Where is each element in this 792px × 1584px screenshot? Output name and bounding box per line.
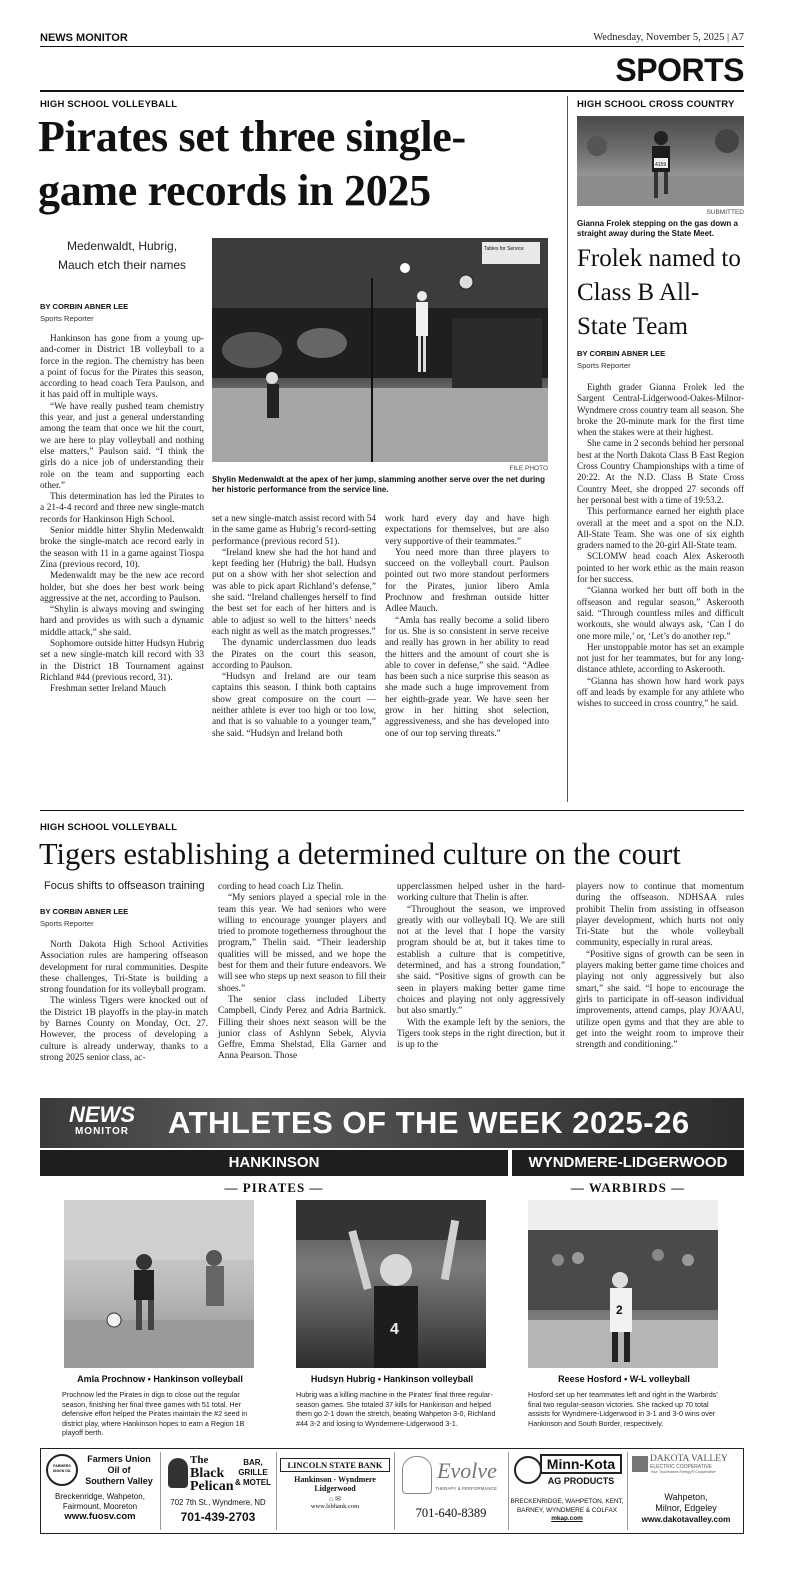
pirates-photo xyxy=(212,238,548,462)
paragraph: “Gianna has shown how hard work pays off and leads by example for any athlete who wishes to succeed in cross country,” he said. xyxy=(577,675,744,709)
sponsor-divider xyxy=(627,1452,628,1530)
tigers-headline: Tigers establishing a determined culture on the court xyxy=(39,837,681,871)
pelican-phone[interactable]: 701-439-2703 xyxy=(180,1510,256,1524)
paragraph: SCLOMW head coach Alex Askerooth pointed to her work ethic as the main reason for her success. xyxy=(577,551,744,585)
athlete-photo-hosford xyxy=(528,1200,718,1368)
scoreboard-label: Tables for Service xyxy=(484,246,524,252)
sponsor-divider xyxy=(394,1452,395,1530)
athlete-photo-hubrig xyxy=(296,1200,486,1368)
section-rule xyxy=(40,90,744,92)
tigers-role: Sports Reporter xyxy=(40,919,94,928)
paragraph: “Positive signs of growth can be seen in players making better game time choices and playing not only aggressively but also smart,” she said. “I hope to encourage the girls to participate in off-season individual improvements, attend camps, play JO/AAU, utilize open gyms and that they are able to get into the weight room to improve their strength and conditioning.” xyxy=(576,949,744,1051)
fuosv-towns-1: Breckenridge, Wahpeton, xyxy=(55,1492,145,1501)
paragraph: The dynamic underclassmen duo leads the Pirates on the court this season, according to Paulson. xyxy=(212,638,376,671)
masthead-rule xyxy=(40,46,744,47)
paragraph: Freshman setter Ireland Mauch xyxy=(50,684,166,695)
section-title: SPORTS xyxy=(615,52,744,88)
paragraph: “Throughout the season, we improved greatly with our volleyball IQ. We are still not at the level that I hope the varsity program should be at, but it takes time to establish a culture that is competitive, determined, and has a strong foundation,” she said. “Positive signs of growth can be seen in players making better game time choices and playing not only aggressively but also smartly.” xyxy=(397,904,565,1017)
minnkota-name: Minn-Kota xyxy=(540,1454,622,1474)
hubrig-scene xyxy=(296,1200,486,1368)
dakota-web[interactable]: www.dakotavalley.com xyxy=(641,1515,731,1524)
pirates-col-2 xyxy=(212,514,376,740)
paragraph: “Hudsyn and Ireland are our team captains this season. I think both captains show great composure on the court — neither athlete is ever too high or too low, and that is so valuable to a younger team,” she said. “Hudsyn and Ireland both xyxy=(212,672,376,739)
sponsor-fuosv xyxy=(44,1452,156,1530)
paragraph: Eighth grader Gianna Frolek led the Sargent Central-Lidgerwood-Oakes-Milnor-Wyndmere cross country team all season. She broke the 20-minute mark for the first time when the stakes were at their highest. xyxy=(577,382,744,438)
paper-name: NEWS MONITOR xyxy=(40,32,128,44)
tigers-col-3 xyxy=(397,882,565,1051)
fuosv-towns-2: Fairmount, Mooreton xyxy=(62,1502,138,1511)
page-number: A7 xyxy=(731,32,744,43)
fuosv-seal xyxy=(46,1454,78,1486)
pelican-extra-3: & MOTEL xyxy=(235,1478,271,1487)
fuosv-name-1: Farmers Union xyxy=(87,1454,151,1464)
athlete-name-prochnow: Amla Prochnow • Hankinson volleyball xyxy=(77,1374,243,1384)
pirates-col-3 xyxy=(385,514,549,740)
story-divider xyxy=(40,810,744,811)
athletes-logo xyxy=(62,1104,142,1137)
pirates-kicker: HIGH SCHOOL VOLLEYBALL xyxy=(40,99,178,110)
team-header-left: HANKINSON xyxy=(40,1150,508,1176)
page-date: Wednesday, November 5, 2025 xyxy=(593,32,725,43)
mascot-right: — WARBIRDS — xyxy=(570,1180,686,1195)
tigers-kicker: HIGH SCHOOL VOLLEYBALL xyxy=(40,822,178,833)
sponsor-dakota xyxy=(630,1452,742,1530)
bank-icons: ⌂ ✉ xyxy=(328,1496,342,1503)
tigers-col-4 xyxy=(576,882,744,1051)
dakota-tag: Your Touchstone Energy® Cooperative xyxy=(650,1470,716,1474)
pirates-byline: BY CORBIN ABNER LEE xyxy=(40,302,129,311)
athlete-photo-prochnow xyxy=(64,1200,254,1368)
pelican-name-3: Pelican xyxy=(190,1479,234,1494)
dakota-towns-1: Wahpeton, xyxy=(664,1492,708,1502)
sponsor-divider xyxy=(160,1452,161,1530)
sponsor-divider xyxy=(508,1452,509,1530)
sponsor-divider xyxy=(276,1452,277,1530)
paragraph: players now to continue that momentum during the offseason. NDHSAA rules prohibit Thelin from assisting in offseason player development, which hurts not only Tri-State but the whole volleyball community, especially in rural areas. xyxy=(576,882,744,949)
fuosv-web[interactable]: www.fuosv.com xyxy=(64,1511,136,1522)
paragraph: The winless Tigers were knocked out of the District 1B playoffs in the play-in match by Barnes County on Monday, Oct. 27. However, the process of developing a culture is already underway, thanks to a strong 2025 senior class, ac- xyxy=(40,996,208,1063)
dakota-logo-icon xyxy=(632,1456,648,1472)
paragraph: The senior class included Liberty Campbell, Cindy Perez and Adria Bartnick. Filling their shoes next season will be the junior class of Ashlynn Sebek, Alyvia Geffre, Emma Shelstad, Ella Garner and Anna Pearson. Those xyxy=(218,994,386,1062)
pelican-extra-1: BAR, xyxy=(243,1458,263,1467)
bank-web[interactable]: www.lsbhank.com xyxy=(310,1503,360,1510)
fuosv-seal-text: FARMERS UNION OIL xyxy=(52,1464,72,1473)
tigers-col-1 xyxy=(40,940,208,1064)
team-header-right: WYNDMERE-LIDGERWOOD xyxy=(512,1150,744,1176)
sponsor-evolve xyxy=(398,1452,504,1530)
paragraph: “We have really pushed team chemistry this year, and just a general understanding among the team that once we hit the court, we are here to play volleyball and nothing else matters,” Paulson said. “I think the girls do a nice job of understanding their role on the team and supporting each other.” xyxy=(40,401,204,491)
paragraph: This performance earned her eighth place overall at the meet and a spot on the N.D. All-State Team. She was one of six eighth graders named to the 20-girl All-State team. xyxy=(577,506,744,551)
paragraph: “Shylin is always moving and swinging hard and provides us with such a dynamic middle attack,” she said. xyxy=(40,605,204,638)
sponsor-minnkota xyxy=(510,1452,624,1530)
athlete-desc-hubrig: Hubrig was a killing machine in the Pirates’ final three regular-season games. She totaled 37 kills for Hankinson and helped them go 2-1 down the stretch, beating Wahpeton 3-0, Richland #44 3-2 and losing to Wyndemere-Lidgerwood 3-1. xyxy=(296,1390,496,1428)
sponsor-bank xyxy=(280,1452,390,1530)
paragraph: North Dakota High School Activities Association rules are hampering offseason development for rural communities. Despite these challenges, Tri-State is building a strong foundation for its volleyball program. xyxy=(40,940,208,996)
hubrig-jersey: 4 xyxy=(390,1321,399,1338)
paragraph: cording to head coach Liz Thelin. xyxy=(218,882,344,892)
pirates-role: Sports Reporter xyxy=(40,314,94,323)
pelican-extra-2: GRILLE xyxy=(238,1468,268,1477)
mascot-left: — PIRATES — xyxy=(224,1180,324,1195)
athlete-desc-hosford: Hosford set up her teammates left and right in the Warbirds’ final two regular-season victories. She racked up 70 total assists for Wyndmere-Lidgerwood in 3-1 and 3-0 wins over Hankinson and South Border, respectively. xyxy=(528,1390,718,1428)
paragraph: Hankinson has gone from a young up-and-comer in District 1B volleyball to a force in the region. The chemistry has been a point of focus for the Pirates this season, according to head coach Tera Paulson, and it has paid off in multiple ways. xyxy=(40,334,204,401)
paragraph: You need more than three players to succeed on the volleyball court. Paulson pointed out two more standout performers for the Pirates, junior libero Amla Prochnow and freshman outside hitter Adlee Mauch. xyxy=(385,547,549,615)
pirates-headline: Pirates set three single-game records in 2025 xyxy=(38,112,466,215)
athletes-logo-top: NEWS xyxy=(69,1102,135,1127)
xc-photo-credit: SUBMITTED xyxy=(706,209,744,216)
paragraph: “My seniors played a special role in the team this year. We had seniors who were willing to encourage younger players and tried to promote togetherness throughout the program,” Thelin said. “Their leadership qualities will be missed, and we hope the best for them and their future endeavors. We will see who steps up next season to fill their shoes.” xyxy=(218,893,386,994)
tigers-deck: Focus shifts to offseason training xyxy=(44,880,205,892)
pirates-col-1 xyxy=(40,334,204,696)
pirates-photo-scene xyxy=(212,238,548,462)
paragraph: With the example left by the seniors, the Tigers took steps in the right direction, but it is up to the xyxy=(397,1017,565,1051)
paragraph: Sophomore outside hitter Hudsyn Hubrig set a new single-match kill record with 33 in the District 1B Tournament against Richland #44 (previous record, 31). xyxy=(40,639,204,683)
athlete-desc-prochnow: Prochnow led the Pirates in digs to close out the regular season, finishing her final three games with 51 total. Her defensive effort helped the Pirates maintain the #2 seed in district play, where Hankinson hopes to earn a Region 1B playoff berth. xyxy=(62,1390,248,1438)
xc-byline: BY CORBIN ABNER LEE xyxy=(577,349,666,358)
tigers-byline: BY CORBIN ABNER LEE xyxy=(40,907,129,916)
paragraph: Medenwaldt may be the new ace record holder, but she does her best work being aggressive at the net, according to Paulson. xyxy=(40,571,204,604)
hosford-jersey: 2 xyxy=(616,1303,623,1317)
pirates-photo-caption: Shylin Medenwaldt at the apex of her jump, slamming another serve over the net during her historic performance from the service line. xyxy=(212,475,545,494)
xc-bib: 4159 xyxy=(655,162,667,168)
fuosv-name-3: Southern Valley xyxy=(85,1476,153,1486)
fuosv-name-2: Oil of xyxy=(107,1465,131,1475)
pelican-address: 702 7th St., Wyndmere, ND xyxy=(170,1498,266,1507)
pelican-name-1: The xyxy=(190,1454,209,1466)
pirates-photo-credit: FILE PHOTO xyxy=(509,465,548,472)
minnkota-web[interactable]: mkap.com xyxy=(551,1515,583,1522)
xc-role: Sports Reporter xyxy=(577,361,631,370)
paragraph: Her unstoppable motor has set an example not just for her teammates, but for any long-distance athlete, according to Askerooth. xyxy=(577,641,744,675)
hosford-scene xyxy=(528,1200,718,1368)
paragraph: “Amla has really become a solid libero for us. She is so consistent in serve receive and really has grown in her ability to read the hitters and the amount of court she is able to cover in defense,” she said. “Adlee has been such a nice surprise this season as she made such a huge improvement from her eighth-grade year. We have seen her grow in her hitting shot selection, aggressiveness, and she has developed into one of our top serving threats.” xyxy=(385,615,549,739)
athletes-logo-bottom: MONITOR xyxy=(74,1126,130,1137)
page-date-line: Wednesday, November 5, 2025 | A7 xyxy=(593,32,744,43)
minnkota-icon xyxy=(514,1456,542,1484)
paragraph: “Ireland knew she had the hot hand and kept feeding her (Hubrig) the ball. Hudsyn put on a show with her shot selection and was able to pick apart Richland’s defense,” she said. “Ireland challenges herself to find the best set for each of her hitters and is able to adjust so well to the hitters’ needs each night as well as the match progresses.” xyxy=(212,547,376,637)
pelican-name-2: Black xyxy=(190,1466,225,1481)
minnkota-towns-1: BRECKENRIDGE, WAHPETON, KENT, xyxy=(510,1498,624,1505)
paragraph: This determination has led the Pirates to a 21-4-4 record and three new single-match records for Hankinson High School. xyxy=(40,492,204,525)
prochnow-scene xyxy=(64,1200,254,1368)
dakota-name-2: ELECTRIC COOPERATIVE xyxy=(650,1464,712,1470)
athlete-name-hubrig: Hudsyn Hubrig • Hankinson volleyball xyxy=(310,1374,474,1384)
paragraph: work hard every day and have high expectations for themselves, but are also very supportive of their teammates.” xyxy=(385,514,549,547)
athletes-title: ATHLETES OF THE WEEK 2025-26 xyxy=(168,1105,690,1140)
dakota-name-1: DAKOTA VALLEY xyxy=(650,1454,728,1464)
bank-towns-1: Hankinson - Wyndmere xyxy=(294,1475,376,1484)
column-divider xyxy=(567,96,568,802)
minnkota-sub: AG PRODUCTS xyxy=(547,1476,615,1486)
athlete-name-hosford: Reese Hosford • W-L volleyball xyxy=(558,1374,690,1384)
bank-name: LINCOLN STATE BANK xyxy=(280,1458,390,1472)
paragraph: upperclassmen helped usher in the hard-working culture that Thelin is after. xyxy=(397,882,565,904)
evolve-name: Evolve xyxy=(437,1458,497,1483)
evolve-phone[interactable]: 701-640-8389 xyxy=(415,1506,487,1520)
paragraph: She came in 2 seconds behind her personal best at the North Dakota Class B East Region Cross Country Championships with a time of 20:22. At the N.D. Class B State Cross Country Meet, she dropped 27 seconds off her personal best with a time of 19:53.2. xyxy=(577,438,744,505)
xc-body xyxy=(577,382,744,710)
xc-kicker: HIGH SCHOOL CROSS COUNTRY xyxy=(577,99,735,110)
xc-headline: Frolek named to Class B All-State Team xyxy=(577,245,741,340)
paragraph: “Gianna worked her butt off both in the offseason and regular season,” Askerooth said. “Through countless miles and difficult workouts, she would always ask, ‘Can I do one more mile,’ or, ‘Let’s do another rep.” xyxy=(577,585,744,641)
tigers-col-2 xyxy=(218,882,386,1063)
dakota-towns-2: Milnor, Edgeley xyxy=(655,1503,717,1513)
evolve-tag: THERAPY & PERFORMANCE xyxy=(435,1486,497,1491)
minnkota-towns-2: BARNEY, WYNDMERE & COLFAX xyxy=(516,1506,618,1514)
xc-photo-scene xyxy=(577,116,744,206)
bank-towns-2: Lidgerwood xyxy=(314,1484,356,1493)
pelican-icon xyxy=(168,1458,188,1488)
paragraph: Senior middle hitter Shylin Medenwaldt broke the single-match ace record early in the season with 11 in a game against Tiospa Zina (previous record, 10). xyxy=(40,526,204,570)
pirates-deck: Medenwaldt, Hubrig, Mauch etch their names xyxy=(57,239,187,272)
paragraph: set a new single-match assist record with 54 in the same game as Hubrig’s record-setting performance (previous record 51). xyxy=(212,514,376,547)
xc-photo xyxy=(577,116,744,206)
sponsor-pelican xyxy=(164,1452,272,1530)
xc-photo-caption: Gianna Frolek stepping on the gas down a straight away during the State Meet. xyxy=(577,219,738,238)
